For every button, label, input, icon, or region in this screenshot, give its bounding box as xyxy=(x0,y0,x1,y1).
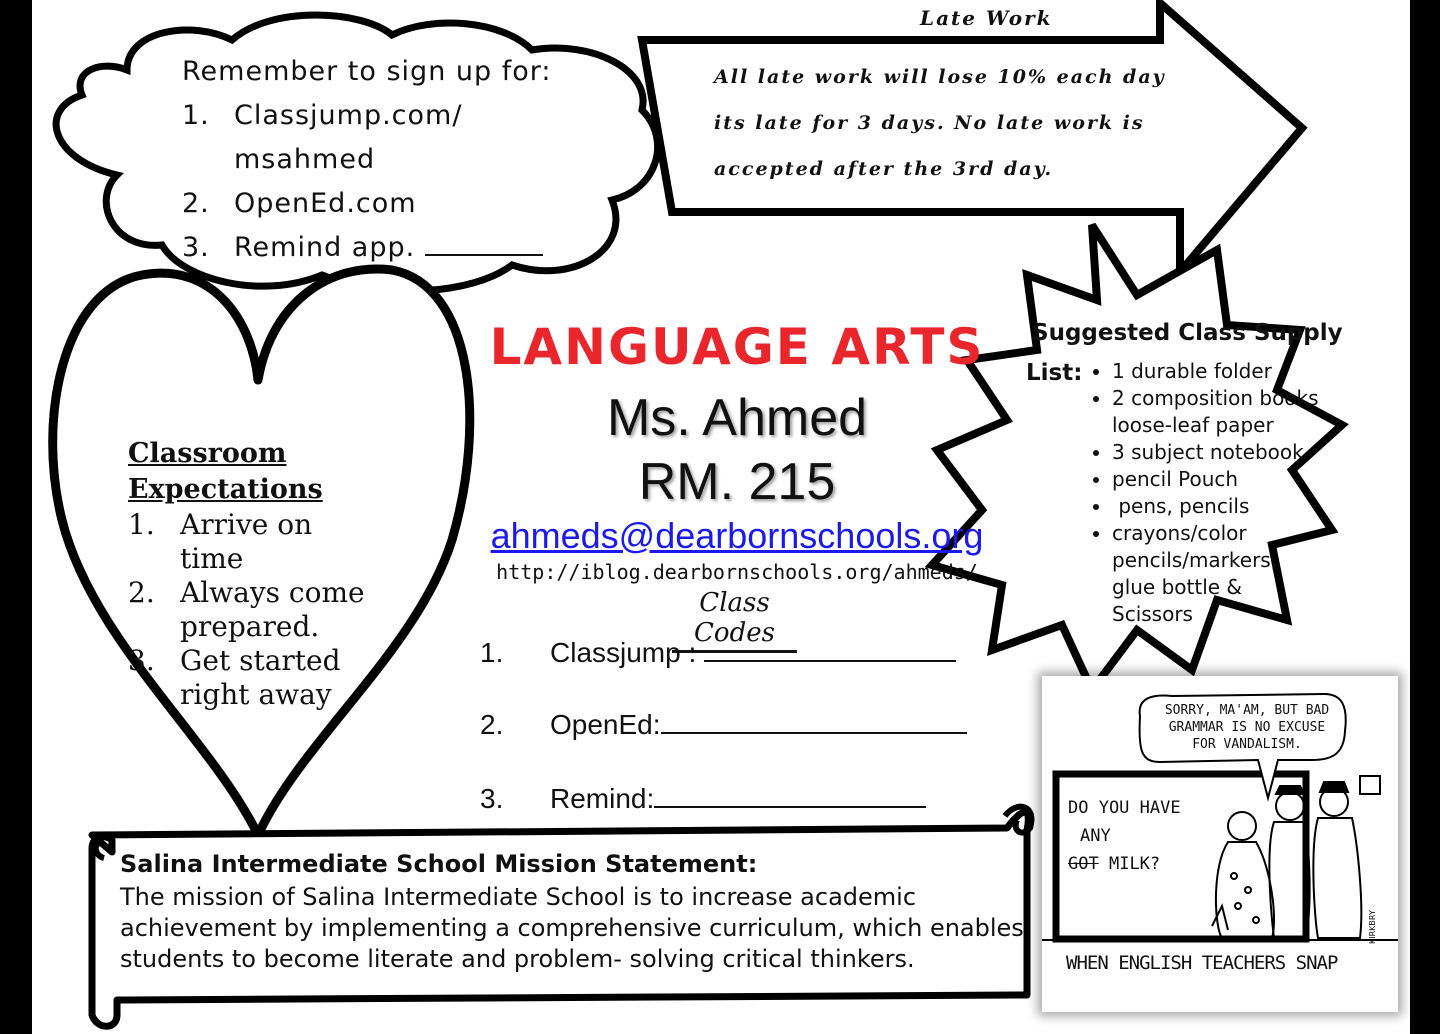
class-codes-title: Class Codes xyxy=(672,588,797,653)
flyer-page xyxy=(32,0,1410,1034)
expectations-title-line-2: Expectations xyxy=(128,474,323,505)
code-row-2: 2. OpenEd: xyxy=(480,706,967,741)
reminder-heading: Remember to sign up for: xyxy=(182,56,552,87)
code-label-2: OpenEd: xyxy=(550,709,661,740)
reminder-num-1: 1. xyxy=(182,100,210,131)
mission-line-3: students to become literate and problem- solving critical thinkers. xyxy=(120,945,915,973)
reminder-text-2: OpenEd.com xyxy=(234,188,417,219)
reminder-text-3: Remind app. xyxy=(234,232,416,263)
code-row-1: 1. Classjump : xyxy=(480,634,956,669)
room-number: RM. 215 xyxy=(638,453,836,511)
reminder-num-3: 3. xyxy=(182,232,210,263)
reminder-num-2: 2. xyxy=(182,188,210,219)
supply-item-3: • 3 subject notebook xyxy=(1112,439,1330,466)
reminder-item-3 xyxy=(182,226,543,270)
cartoon-board-line-1: DO YOU HAVE xyxy=(1068,798,1181,818)
reminder-item-1b: msahmed xyxy=(234,144,376,175)
cartoon-signature: KIRKBRY xyxy=(1368,910,1377,944)
expectation-item-3-cont: right away xyxy=(180,678,332,711)
late-work-text xyxy=(714,54,1166,192)
code-input-line-2 xyxy=(661,706,967,734)
code-label-1: Classjump : xyxy=(550,637,697,668)
supply-list xyxy=(1090,358,1330,628)
expectation-item-2-cont: prepared. xyxy=(180,610,320,643)
code-label-3: Remind: xyxy=(550,783,655,814)
blog-url: http://iblog.dearbornschools.org/ahmeds/ xyxy=(496,560,978,584)
supply-title-line-1: Suggested Class Supply xyxy=(1032,320,1343,346)
expectation-item-1-cont: time xyxy=(180,542,244,575)
mission-text xyxy=(120,882,1024,975)
teacher-name: Ms. Ahmed xyxy=(606,389,868,447)
code-input-line-3 xyxy=(654,780,926,808)
late-work-title: Late Work xyxy=(920,6,1053,30)
expectation-item-3: 3. Get started xyxy=(128,644,341,677)
reminder-item-1 xyxy=(182,94,462,138)
mission-line-1: The mission of Salina Intermediate School is to increase academic xyxy=(120,883,917,911)
cartoon-speech-line-3: FOR VANDALISM. xyxy=(1192,737,1302,752)
cartoon-caption: WHEN ENGLISH TEACHERS SNAP xyxy=(1066,952,1338,974)
subject-title: LANGUAGE ARTS xyxy=(489,318,985,376)
cartoon-speech xyxy=(1154,702,1340,753)
reminder-item-2 xyxy=(182,182,417,226)
expectations-title-line-1: Classroom xyxy=(128,438,287,469)
supply-item-2: • 2 composition books loose-leaf paper xyxy=(1112,385,1330,439)
code-row-3: 3. Remind: xyxy=(480,780,926,815)
email-link[interactable]: ahmeds@dearbornschools.org xyxy=(490,515,984,556)
code-input-line-1 xyxy=(704,634,956,662)
late-work-line-2: its late for 3 days. No late work is xyxy=(714,112,1145,134)
reminder-text-1: Classjump.com/ xyxy=(234,100,463,131)
expectation-item-1: 1. Arrive on xyxy=(128,508,313,541)
reminder-blank-line xyxy=(425,228,543,256)
supply-item-5: • pens, pencils xyxy=(1112,493,1330,520)
expectation-item-2: 2. Always come xyxy=(128,576,365,609)
mission-line-2: achievement by implementing a comprehensive curriculum, which enables xyxy=(120,914,1024,942)
cartoon-speech-line-1: SORRY, MA'AM, BUT BAD xyxy=(1164,703,1330,718)
mission-title: Salina Intermediate School Mission Statement: xyxy=(120,850,758,878)
cartoon-image xyxy=(1042,676,1398,1012)
late-work-line-1: All late work will lose 10% each day xyxy=(714,66,1166,88)
cartoon-board-struck: GOT xyxy=(1068,854,1099,874)
expectations-title xyxy=(128,436,323,508)
supply-title-line-2: List: xyxy=(1026,360,1083,386)
cartoon-board-line-3: MILK? xyxy=(1108,854,1161,874)
cartoon-speech-line-2: GRAMMAR IS NO EXCUSE xyxy=(1168,720,1326,735)
expectations-list xyxy=(128,508,365,712)
late-work-line-3: accepted after the 3rd day. xyxy=(714,158,1054,180)
cartoon-board-text xyxy=(1068,794,1181,878)
supply-item-6: • crayons/color pencils/markers, glue bottle & Scissors xyxy=(1112,520,1302,628)
cartoon-board-line-2: ANY xyxy=(1080,826,1111,846)
supply-item-4: • pencil Pouch xyxy=(1112,466,1330,493)
supply-item-1: • 1 durable folder xyxy=(1112,358,1330,385)
